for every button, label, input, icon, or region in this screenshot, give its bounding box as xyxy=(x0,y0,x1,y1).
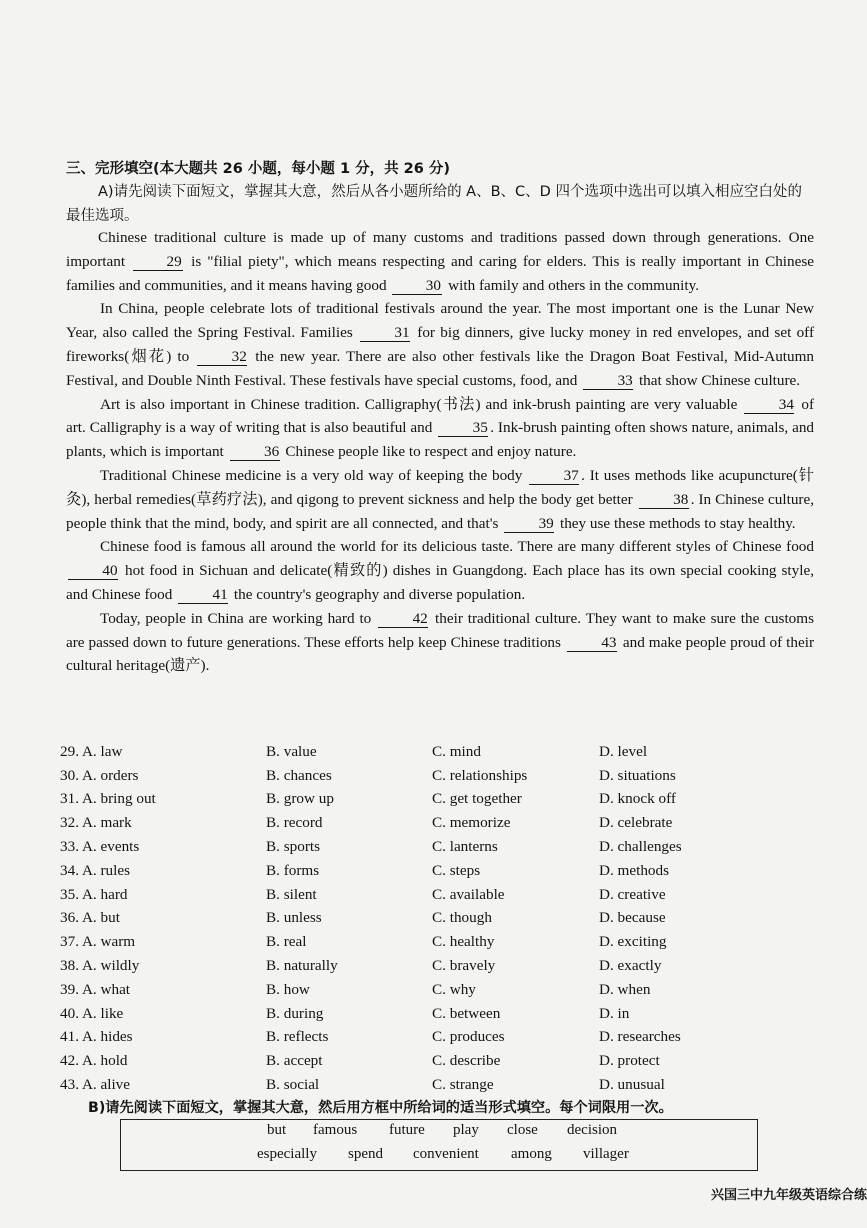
blank-37: 37 xyxy=(529,468,579,485)
option-d: D. level xyxy=(599,742,648,760)
text: Today, people in China are working hard to xyxy=(100,609,372,627)
option-a: 30. A. orders xyxy=(60,766,139,784)
option-d: D. because xyxy=(599,909,666,927)
instruction-b: B)请先阅读下面短文，掌握其大意，然后用方框中所给词的适当形式填空。每个词限用一次。 xyxy=(88,1100,673,1116)
option-b: B. naturally xyxy=(266,957,338,975)
option-a: 32. A. mark xyxy=(60,814,132,832)
word-bank-item: decision xyxy=(567,1122,617,1138)
word-bank-item: future xyxy=(389,1122,425,1138)
option-d: D. situations xyxy=(599,766,676,784)
option-c: C. healthy xyxy=(432,933,495,951)
option-c: C. strange xyxy=(432,1076,494,1094)
instruction-a: A)请先阅读下面短文，掌握其大意，然后从各小题所给的 A、B、C、D 四个选项中选出可以填入相应空白处的最佳选项。 xyxy=(66,184,802,224)
option-c: C. describe xyxy=(432,1052,501,1070)
option-a: 38. A. wildly xyxy=(60,957,140,975)
option-d: D. protect xyxy=(599,1052,660,1070)
text: Chinese traditional culture is made up of many customs and traditions passed down through generations. One important xyxy=(66,229,814,270)
option-c: C. steps xyxy=(432,861,481,879)
text: of art. Calligraphy is a way of writing that is also beautiful and xyxy=(66,395,815,437)
text: Art is also important in Chinese tradition. Calligraphy(书法) and ink-brush painting are very valuable xyxy=(100,395,738,413)
option-b: B. unless xyxy=(266,909,322,927)
word-bank-row-2 xyxy=(121,1146,757,1170)
option-b: B. during xyxy=(266,1004,324,1022)
word-bank-item: but xyxy=(267,1122,287,1138)
text: and make people proud of their cultural heritage(遗产). xyxy=(66,633,815,675)
blank-36: 36 xyxy=(230,444,280,461)
option-d: D. knock off xyxy=(599,790,676,808)
blank-40: 40 xyxy=(68,563,118,580)
blank-34: 34 xyxy=(744,397,794,414)
blank-29: 29 xyxy=(133,254,183,271)
option-d: D. creative xyxy=(599,885,666,903)
option-row xyxy=(60,1026,820,1050)
text: . It uses methods like acupuncture(针灸), herbal remedies(草药疗法), and qigong to prevent sickness and help the body get better xyxy=(66,466,814,508)
paragraph-3 xyxy=(66,393,814,464)
option-a: 29. A. law xyxy=(60,742,123,760)
option-d: D. exciting xyxy=(599,933,667,951)
blank-42: 42 xyxy=(378,611,428,628)
word-bank-item: spend xyxy=(348,1146,383,1162)
option-row xyxy=(60,930,820,954)
option-c: C. get together xyxy=(432,790,522,808)
text: Traditional Chinese medicine is a very old way of keeping the body xyxy=(100,466,523,484)
text: Chinese people like to respect and enjoy nature. xyxy=(285,443,577,461)
option-row xyxy=(60,811,820,835)
option-row xyxy=(60,1049,820,1073)
option-b: B. record xyxy=(266,814,323,832)
option-row xyxy=(60,1002,820,1026)
answer-options xyxy=(60,740,820,1097)
option-b: B. accept xyxy=(266,1052,323,1070)
text: is "filial piety", which means respecting and caring for elders. This is really important in Chinese families and communities, and it means having good xyxy=(66,252,815,294)
word-bank-item: villager xyxy=(583,1146,629,1162)
option-row xyxy=(60,954,820,978)
option-a: 43. A. alive xyxy=(60,1076,131,1094)
paragraph-5 xyxy=(66,535,814,606)
text: with family and others in the community. xyxy=(448,276,699,294)
option-row xyxy=(60,788,820,812)
option-c: C. why xyxy=(432,980,476,998)
option-c: C. though xyxy=(432,909,492,927)
option-b: B. grow up xyxy=(266,790,334,808)
option-b: B. silent xyxy=(266,885,317,903)
paragraph-2 xyxy=(66,297,814,392)
word-bank-item: famous xyxy=(313,1122,358,1138)
option-a: 34. A. rules xyxy=(60,861,131,879)
option-row xyxy=(60,740,820,764)
cloze-passage xyxy=(66,226,814,678)
text: . In Chinese culture, people think that the mind, body, and spirit are all connected, and that's xyxy=(66,490,815,532)
option-c: C. mind xyxy=(432,742,481,760)
text: the new year. There are also other festivals like the Dragon Boat Festival, Mid-Autumn Festival, and Double Ninth Festival. These festivals have special customs, food, and xyxy=(66,347,815,389)
text: the country's geography and diverse population. xyxy=(233,585,526,603)
blank-31: 31 xyxy=(360,325,410,342)
option-row xyxy=(60,764,820,788)
blank-39: 39 xyxy=(504,516,554,533)
option-b: B. social xyxy=(266,1076,320,1094)
word-bank-item: convenient xyxy=(413,1146,479,1162)
option-d: D. researches xyxy=(599,1028,681,1046)
text: . Ink-brush painting often shows nature, animals, and plants, which is important xyxy=(66,419,815,461)
option-b: B. how xyxy=(266,980,310,998)
option-b: B. sports xyxy=(266,838,321,856)
word-bank-item: close xyxy=(507,1122,538,1138)
option-row xyxy=(60,1073,820,1097)
blank-30: 30 xyxy=(392,278,442,295)
option-c: C. between xyxy=(432,1004,501,1022)
option-a: 31. A. bring out xyxy=(60,790,156,808)
option-a: 39. A. what xyxy=(60,980,131,998)
text: for big dinners, give lucky money in red envelopes, and set off fireworks(烟花) to xyxy=(66,324,815,365)
option-c: C. available xyxy=(432,885,505,903)
blank-35: 35 xyxy=(438,420,488,437)
paragraph-1 xyxy=(66,226,814,297)
text: that show Chinese culture. xyxy=(638,371,801,389)
option-d: D. exactly xyxy=(599,957,662,975)
text: their traditional culture. They want to make sure the customs are passed down to future generations. These efforts help keep Chinese traditions xyxy=(66,609,814,651)
text: In China, people celebrate lots of traditional festivals around the year. The most important one is the Lunar New Year, also called the Spring Festival. Families xyxy=(66,300,814,342)
option-b: B. reflects xyxy=(266,1028,329,1046)
option-a: 35. A. hard xyxy=(60,885,128,903)
option-a: 37. A. warm xyxy=(60,933,136,951)
option-d: D. when xyxy=(599,980,651,998)
option-d: D. challenges xyxy=(599,838,682,856)
option-c: C. lanterns xyxy=(432,838,498,856)
blank-38: 38 xyxy=(639,492,689,509)
option-a: 40. A. like xyxy=(60,1004,124,1022)
option-a: 33. A. events xyxy=(60,838,140,856)
option-c: C. bravely xyxy=(432,957,496,975)
option-c: C. relationships xyxy=(432,766,528,784)
option-a: 41. A. hides xyxy=(60,1028,133,1046)
option-row xyxy=(60,835,820,859)
text: they use these methods to stay healthy. xyxy=(559,514,796,532)
word-bank-item: among xyxy=(511,1146,552,1162)
option-b: B. real xyxy=(266,933,307,951)
footer-title: 兴国三中九年级英语综合练 xyxy=(710,1188,867,1203)
option-row xyxy=(60,907,820,931)
option-d: D. in xyxy=(599,1004,630,1022)
text: hot food in Sichuan and delicate(精致的) dishes in Guangdong. Each place has its own special cooking style, and Chinese food xyxy=(66,562,814,603)
option-b: B. value xyxy=(266,742,317,760)
option-b: B. chances xyxy=(266,766,332,784)
blank-41: 41 xyxy=(178,587,228,604)
word-bank-row-1 xyxy=(121,1122,757,1146)
word-bank-item: play xyxy=(453,1122,479,1138)
blank-33: 33 xyxy=(583,373,633,390)
option-c: C. produces xyxy=(432,1028,505,1046)
option-row xyxy=(60,883,820,907)
option-a: 36. A. but xyxy=(60,909,120,927)
option-c: C. memorize xyxy=(432,814,511,832)
paragraph-6 xyxy=(66,607,814,678)
option-row xyxy=(60,978,820,1002)
blank-43: 43 xyxy=(567,635,617,652)
option-d: D. celebrate xyxy=(599,814,673,832)
paragraph-4 xyxy=(66,464,814,535)
blank-32: 32 xyxy=(197,349,247,366)
section-title: 三、完形填空(本大题共 26 小题，每小题 1 分，共 26 分) xyxy=(66,161,450,177)
option-b: B. forms xyxy=(266,861,320,879)
word-bank-item: especially xyxy=(257,1146,317,1162)
option-row xyxy=(60,859,820,883)
word-bank-box xyxy=(120,1119,758,1171)
option-a: 42. A. hold xyxy=(60,1052,128,1070)
option-d: D. unusual xyxy=(599,1076,665,1094)
option-d: D. methods xyxy=(599,861,670,879)
text: Chinese food is famous all around the world for its delicious taste. There are many different styles of Chinese food xyxy=(100,538,814,556)
